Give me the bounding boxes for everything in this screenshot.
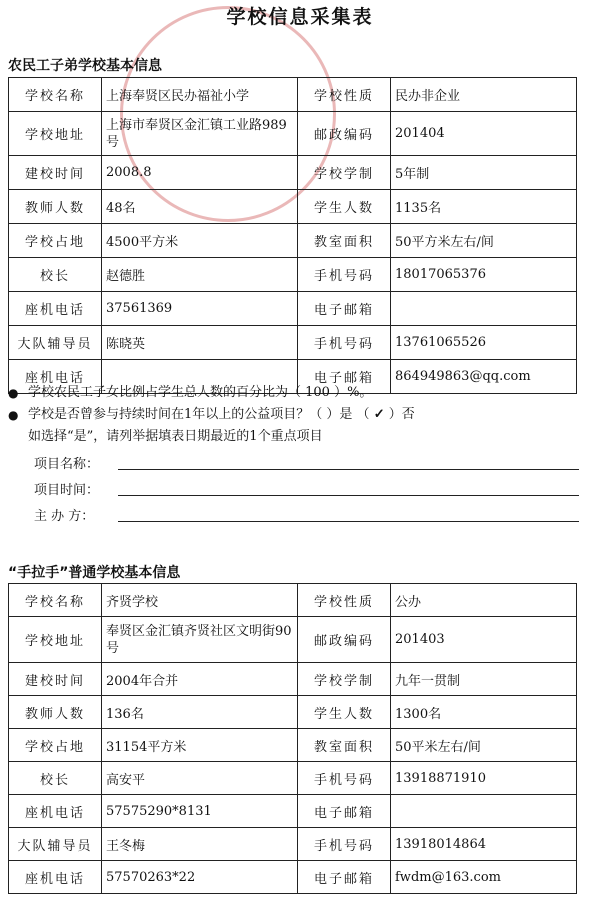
cell-label2: 学校性质: [298, 78, 391, 112]
cell-label: 教师人数: [9, 696, 102, 729]
project-time-field[interactable]: [34, 478, 579, 498]
cell-label2: 电子邮箱: [298, 292, 391, 326]
cell-value2[interactable]: 13761065526: [391, 326, 577, 360]
organizer-field[interactable]: [34, 504, 579, 524]
question-public-project-no: ）否: [388, 407, 415, 422]
table-row: [9, 828, 577, 861]
table-row: [9, 762, 577, 795]
cell-value2[interactable]: fwdm@163.com: [391, 861, 577, 894]
project-name-underline: [118, 469, 579, 470]
cell-label: 学校名称: [9, 78, 102, 112]
table-row: [9, 156, 577, 190]
cell-value2[interactable]: [391, 292, 577, 326]
cell-label: 学校地址: [9, 112, 102, 156]
table-row: [9, 112, 577, 156]
cell-value[interactable]: 上海奉贤区民办福祉小学: [102, 78, 298, 112]
cell-label2: 手机号码: [298, 326, 391, 360]
question-migrant-ratio-text: 学校农民工子女比例占学生总人数的百分比为（ 100 ）%。: [28, 385, 373, 400]
cell-value[interactable]: 上海市奉贤区金汇镇工业路989号: [102, 112, 298, 156]
cell-label: 大队辅导员: [9, 828, 102, 861]
organizer-underline: [118, 521, 579, 522]
table-row: [9, 258, 577, 292]
cell-value2[interactable]: 50平米左右/间: [391, 729, 577, 762]
cell-value[interactable]: 136名: [102, 696, 298, 729]
project-name-field[interactable]: [34, 452, 579, 472]
table-row: [9, 795, 577, 828]
cell-value[interactable]: 王冬梅: [102, 828, 298, 861]
cell-label: 建校时间: [9, 663, 102, 696]
cell-label: 学校占地: [9, 224, 102, 258]
cell-value2[interactable]: 5年制: [391, 156, 577, 190]
cell-value2[interactable]: 864949863@qq.com: [391, 360, 577, 394]
cell-value2[interactable]: [391, 795, 577, 828]
cell-value[interactable]: 2004年合并: [102, 663, 298, 696]
cell-label2: 学校学制: [298, 156, 391, 190]
table-row: [9, 78, 577, 112]
cell-value2[interactable]: 民办非企业: [391, 78, 577, 112]
table-row: [9, 861, 577, 894]
cell-label: 学校地址: [9, 617, 102, 663]
cell-label2: 邮政编码: [298, 112, 391, 156]
cell-label2: 邮政编码: [298, 617, 391, 663]
question-public-project-note: [6, 426, 586, 448]
cell-value2[interactable]: 201403: [391, 617, 577, 663]
section2-heading: “手拉手”普通学校基本信息: [8, 565, 181, 581]
cell-value[interactable]: 齐贤学校: [102, 584, 298, 617]
cell-label: 建校时间: [9, 156, 102, 190]
cell-value[interactable]: 2008.8: [102, 156, 298, 190]
project-time-label: 项目时间：: [34, 483, 100, 498]
table-row: [9, 584, 577, 617]
cell-value[interactable]: 赵德胜: [102, 258, 298, 292]
cell-label2: 教室面积: [298, 224, 391, 258]
cell-value[interactable]: 4500平方米: [102, 224, 298, 258]
cell-value2[interactable]: 201404: [391, 112, 577, 156]
table-row: [9, 696, 577, 729]
table-row: [9, 224, 577, 258]
cell-label: 大队辅导员: [9, 326, 102, 360]
cell-value[interactable]: 57575290*8131: [102, 795, 298, 828]
cell-value2[interactable]: 九年一贯制: [391, 663, 577, 696]
project-name-label: 项目名称：: [34, 457, 100, 472]
cell-value2[interactable]: 1135名: [391, 190, 577, 224]
organizer-label: 主 办 方：: [34, 509, 95, 524]
bullet-icon: ●: [8, 408, 19, 422]
cell-label2: 教室面积: [298, 729, 391, 762]
project-time-underline: [118, 495, 579, 496]
cell-value2[interactable]: 13918871910: [391, 762, 577, 795]
cell-label2: 手机号码: [298, 258, 391, 292]
bullet-icon: ●: [8, 386, 19, 400]
cell-label: 座机电话: [9, 795, 102, 828]
questions-block: [6, 382, 586, 448]
page-title: 学校信息采集表: [226, 6, 374, 28]
cell-value2[interactable]: 1300名: [391, 696, 577, 729]
cell-label: 座机电话: [9, 292, 102, 326]
cell-label2: 学校性质: [298, 584, 391, 617]
cell-value[interactable]: 奉贤区金汇镇齐贤社区文明街90号: [102, 617, 298, 663]
cell-label: 学校名称: [9, 584, 102, 617]
table-row: [9, 729, 577, 762]
cell-label2: 手机号码: [298, 828, 391, 861]
cell-label2: 学校学制: [298, 663, 391, 696]
cell-value2[interactable]: 18017065376: [391, 258, 577, 292]
table-row: [9, 326, 577, 360]
cell-label: 学校占地: [9, 729, 102, 762]
cell-label: 校长: [9, 258, 102, 292]
cell-label2: 手机号码: [298, 762, 391, 795]
check-mark-icon: ✓: [373, 407, 385, 422]
cell-label2: 电子邮箱: [298, 795, 391, 828]
cell-value2[interactable]: 50平方米左右/间: [391, 224, 577, 258]
question-public-project-note-text: 如选择“是”，请列举据填表日期最近的1个重点项目: [28, 429, 323, 444]
migrant-school-info-table: [8, 77, 577, 394]
cell-label: 校长: [9, 762, 102, 795]
cell-label2: 电子邮箱: [298, 360, 391, 394]
cell-label: 教师人数: [9, 190, 102, 224]
cell-value[interactable]: 陈晓英: [102, 326, 298, 360]
cell-value2[interactable]: 公办: [391, 584, 577, 617]
cell-value[interactable]: 57570263*22: [102, 861, 298, 894]
cell-value[interactable]: 48名: [102, 190, 298, 224]
table-row: [9, 292, 577, 326]
cell-value[interactable]: 37561369: [102, 292, 298, 326]
question-migrant-ratio: [6, 382, 586, 404]
cell-label2: 学生人数: [298, 696, 391, 729]
section1-heading: 农民工子弟学校基本信息: [8, 58, 162, 74]
cell-label: 座机电话: [9, 360, 102, 394]
cell-value[interactable]: 高安平: [102, 762, 298, 795]
question-public-project: [6, 404, 586, 426]
table-row: [9, 190, 577, 224]
partner-school-info-table: [8, 583, 577, 894]
cell-value2[interactable]: 13918014864: [391, 828, 577, 861]
table-row: [9, 617, 577, 663]
cell-label2: 电子邮箱: [298, 861, 391, 894]
question-public-project-text: 学校是否曾参与持续时间在1年以上的公益项目？（ ）是 （: [28, 407, 370, 422]
cell-value[interactable]: 31154平方米: [102, 729, 298, 762]
cell-label: 座机电话: [9, 861, 102, 894]
table-row: [9, 663, 577, 696]
cell-label2: 学生人数: [298, 190, 391, 224]
